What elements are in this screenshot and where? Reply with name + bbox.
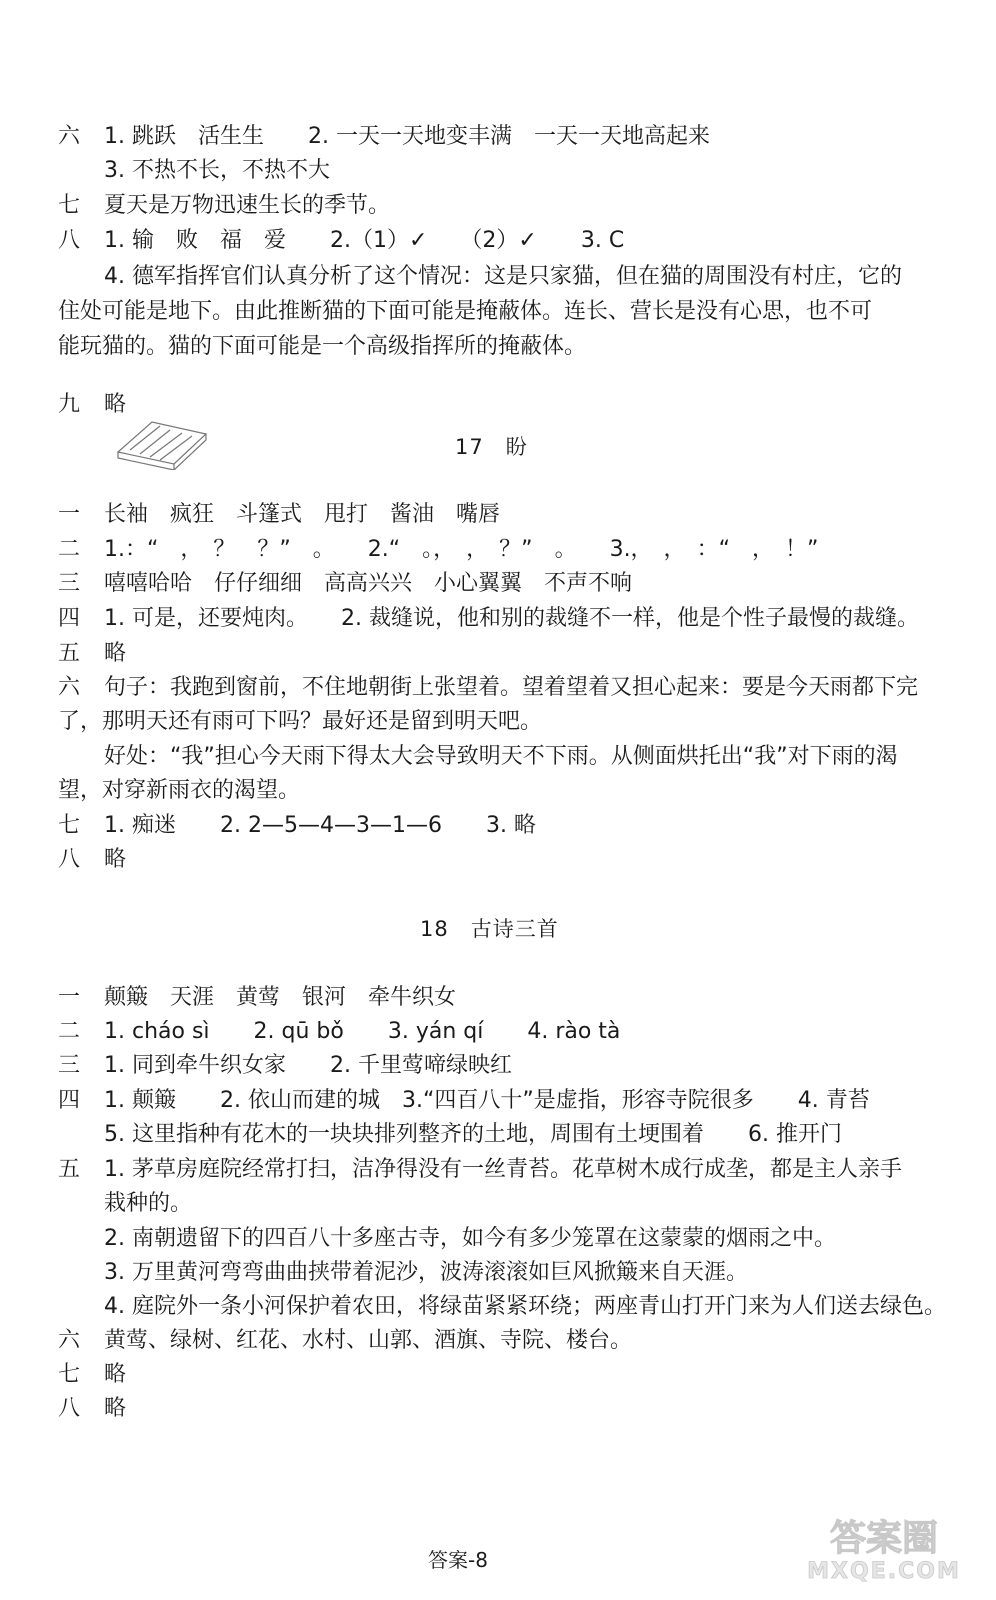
answer-line: 好处：“我”担心今天雨下得太大会导致明天不下雨。从侧面烘托出“我”对下雨的渴 xyxy=(104,744,898,769)
answer-line: 4. 庭院外一条小河保护着农田，将绿苗紧紧环绕；两座青山打开门来为人们送去绿色。 xyxy=(104,1294,946,1319)
item-number: 六 xyxy=(58,1328,81,1353)
watermark-url: MXQE.COM xyxy=(807,1559,961,1584)
answer-line: 1. 可是，还要炖肉。 2. 裁缝说，他和别的裁缝不一样，他是个性子最慢的裁缝。 xyxy=(104,606,919,631)
item-number: 七 xyxy=(58,1362,81,1387)
item-number: 六 xyxy=(58,124,81,149)
answer-line: 颠簸 天涯 黄莺 银河 牵牛织女 xyxy=(104,985,457,1010)
answer-line: 1. 输 败 福 爱 2.（1）✓ （2）✓ 3. C xyxy=(104,228,625,253)
item-number: 三 xyxy=(58,571,81,596)
answer-line: 3. 不热不长，不热不大 xyxy=(104,158,330,183)
answer-line: 略 xyxy=(104,392,127,417)
answer-line: 3. 万里黄河弯弯曲曲挟带着泥沙，波涛滚滚如巨风掀簸来自天涯。 xyxy=(104,1260,748,1285)
item-number: 八 xyxy=(58,847,81,872)
item-number: 二 xyxy=(58,537,81,562)
answer-line: 略 xyxy=(104,847,127,872)
answer-line: 栽种的。 xyxy=(104,1191,193,1216)
answer-line: 能玩猫的。猫的下面可能是一个高级指挥所的掩蔽体。 xyxy=(58,334,587,359)
item-number: 六 xyxy=(58,675,81,700)
answer-line: 1. cháo sì 2. qū bǒ 3. yán qí 4. rào tà xyxy=(104,1019,621,1044)
item-number: 七 xyxy=(58,193,81,218)
item-number: 三 xyxy=(58,1053,81,1078)
item-number: 四 xyxy=(58,606,81,631)
item-number: 一 xyxy=(58,985,81,1010)
section-title: 18 古诗三首 xyxy=(420,917,559,941)
answer-line: 住处可能是地下。由此推断猫的下面可能是掩蔽体。连长、营长是没有心思，也不可 xyxy=(58,299,873,324)
book-stamp-icon xyxy=(112,412,210,470)
answer-line: 嘻嘻哈哈 仔仔细细 高高兴兴 小心翼翼 不声不响 xyxy=(104,571,633,596)
answer-line: 长袖 疯狂 斗篷式 甩打 酱油 嘴唇 xyxy=(104,502,501,527)
answer-line: 略 xyxy=(104,1396,127,1421)
section-title: 17 盼 xyxy=(455,435,528,459)
answer-line: 1.：“ ， ？ ？” 。 2.“ 。， ， ？” 。 3.， ， ：“ ， ！” xyxy=(104,537,819,562)
answer-line: 2. 南朝遗留下的四百八十多座古寺，如今有多少笼罩在这蒙蒙的烟雨之中。 xyxy=(104,1226,836,1251)
page-number: 答案-8 xyxy=(428,1548,488,1572)
answer-line: 1. 同到牵牛织女家 2. 千里莺啼绿映红 xyxy=(104,1053,512,1078)
answer-line: 1. 痴迷 2. 2—5—4—3—1—6 3. 略 xyxy=(104,813,536,838)
answer-line: 1. 颠簸 2. 依山而建的城 3.“四百八十”是虚指，形容寺院很多 4. 青苔 xyxy=(104,1088,870,1113)
answer-line: 1. 茅草房庭院经常打扫，洁净得没有一丝青苔。花草树木成行成垄，都是主人亲手 xyxy=(104,1157,902,1182)
answer-line: 略 xyxy=(104,1362,127,1387)
item-number: 八 xyxy=(58,1396,81,1421)
answer-line: 句子：我跑到窗前，不住地朝街上张望着。望着望着又担心起来：要是今天雨都下完 xyxy=(104,675,919,700)
answer-line: 夏天是万物迅速生长的季节。 xyxy=(104,193,391,218)
item-number: 二 xyxy=(58,1019,81,1044)
item-number: 四 xyxy=(58,1088,81,1113)
answer-line: 5. 这里指种有花木的一块块排列整齐的土地，周围有土埂围着 6. 推开门 xyxy=(104,1122,842,1147)
item-number: 一 xyxy=(58,502,81,527)
item-number: 九 xyxy=(58,392,81,417)
answer-line: 了，那明天还有雨可下吗？最好还是留到明天吧。 xyxy=(58,709,543,734)
answer-line: 望，对穿新雨衣的渴望。 xyxy=(58,778,301,803)
answer-line: 略 xyxy=(104,641,127,666)
item-number: 七 xyxy=(58,813,81,838)
item-number: 五 xyxy=(58,641,81,666)
answer-line: 黄莺、绿树、红花、水村、山郭、酒旗、寺院、楼台。 xyxy=(104,1328,633,1353)
item-number: 五 xyxy=(58,1157,81,1182)
item-number: 八 xyxy=(58,228,81,253)
watermark-logo xyxy=(790,1512,978,1584)
answer-line: 4. 德军指挥官们认真分析了这个情况：这是只家猫，但在猫的周围没有村庄，它的 xyxy=(104,264,902,289)
watermark-text: 答案圈 xyxy=(829,1518,939,1559)
answer-line: 1. 跳跃 活生生 2. 一天一天地变丰满 一天一天地高起来 xyxy=(104,124,710,149)
